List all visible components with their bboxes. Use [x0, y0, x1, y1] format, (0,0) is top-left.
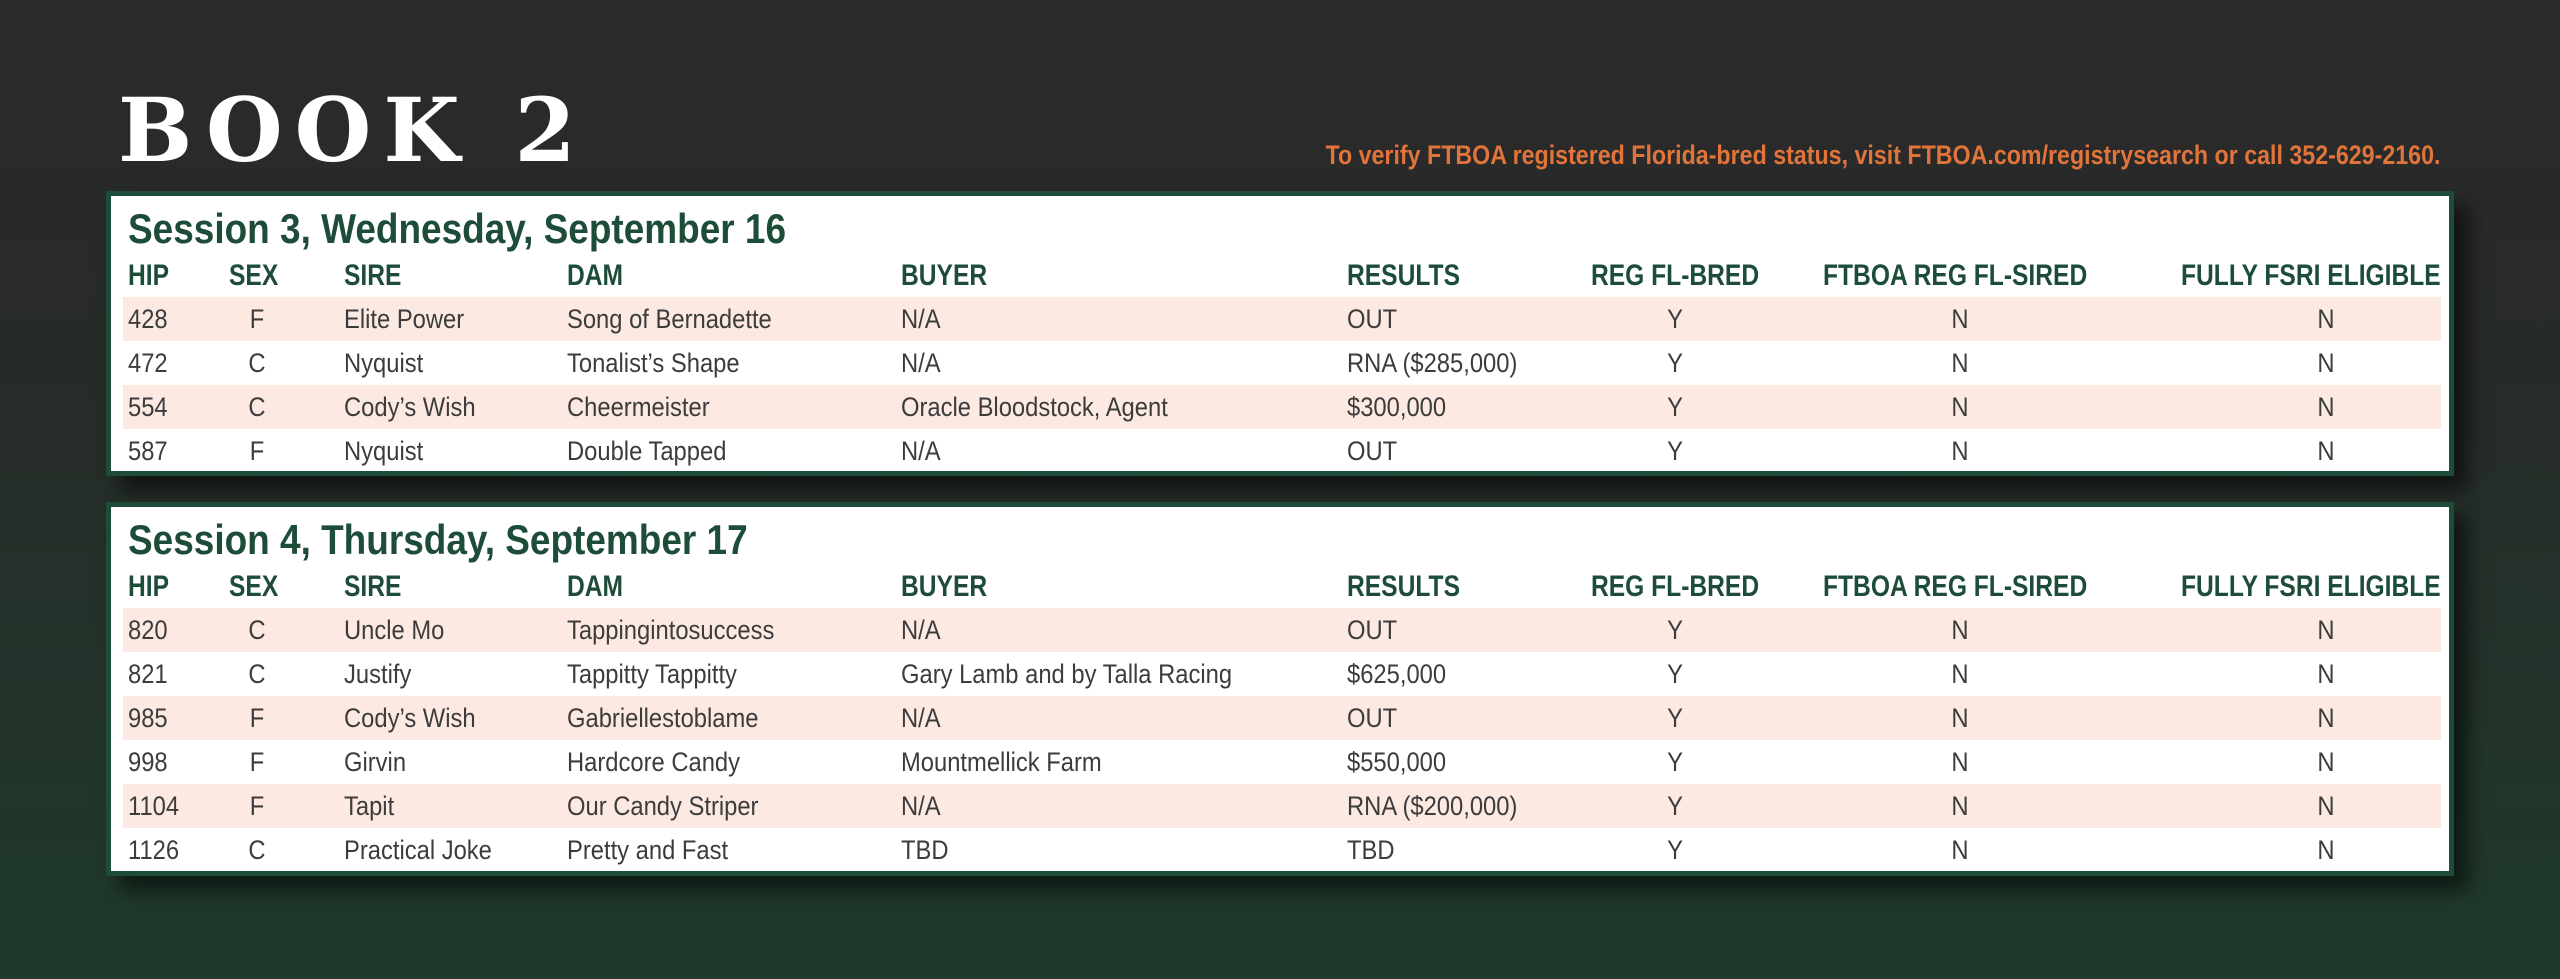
cell-sex: C	[248, 835, 266, 865]
cell-buyer: N/A	[901, 436, 941, 466]
cell-dam: Pretty and Fast	[567, 835, 729, 865]
cell-reg-fl-bred: Y	[1667, 348, 1683, 378]
cell-buyer: N/A	[901, 703, 941, 733]
cell-sex: C	[248, 392, 266, 422]
table-row	[123, 608, 2441, 652]
cell-ftboa-reg-fl-sired: N	[1951, 747, 1969, 777]
cell-buyer: N/A	[901, 304, 941, 334]
cell-hip: 428	[128, 304, 168, 334]
cell-ftboa-reg-fl-sired: N	[1951, 436, 1969, 466]
cell-buyer: TBD	[901, 835, 949, 865]
cell-hip: 985	[128, 703, 168, 733]
cell-hip: 554	[128, 392, 168, 422]
table-row	[123, 341, 2441, 385]
cell-reg-fl-bred: Y	[1667, 392, 1683, 422]
cell-sire: Cody’s Wish	[344, 392, 476, 422]
cell-dam: Tappitty Tappitty	[567, 659, 737, 689]
cell-results: $300,000	[1347, 392, 1447, 422]
column-header-results: RESULTS	[1347, 259, 1460, 292]
column-header-fully-fsri-eligible: FULLY FSRI ELIGIBLE	[2181, 259, 2441, 292]
cell-results: RNA ($200,000)	[1347, 791, 1518, 821]
cell-reg-fl-bred: Y	[1667, 436, 1683, 466]
session-panel	[106, 502, 2454, 876]
cell-fully-fsri-eligible: N	[2317, 747, 2335, 777]
cell-ftboa-reg-fl-sired: N	[1951, 615, 1969, 645]
column-header-buyer: BUYER	[901, 259, 988, 292]
column-header-buyer: BUYER	[901, 570, 988, 603]
cell-dam: Song of Bernadette	[567, 304, 772, 334]
cell-ftboa-reg-fl-sired: N	[1951, 304, 1969, 334]
column-headers	[111, 258, 2449, 294]
cell-sire: Uncle Mo	[344, 615, 445, 645]
cell-dam: Tappingintosuccess	[567, 615, 775, 645]
cell-buyer: N/A	[901, 348, 941, 378]
cell-results: TBD	[1347, 835, 1395, 865]
cell-sex: F	[249, 747, 265, 777]
cell-hip: 998	[128, 747, 168, 777]
cell-sex: C	[248, 615, 266, 645]
cell-reg-fl-bred: Y	[1667, 659, 1683, 689]
column-header-reg-fl-bred: REG FL-BRED	[1591, 259, 1760, 292]
cell-ftboa-reg-fl-sired: N	[1951, 659, 1969, 689]
session-panel	[106, 191, 2454, 476]
cell-ftboa-reg-fl-sired: N	[1951, 392, 1969, 422]
cell-dam: Cheermeister	[567, 392, 710, 422]
cell-fully-fsri-eligible: N	[2317, 615, 2335, 645]
cell-reg-fl-bred: Y	[1667, 304, 1683, 334]
cell-sex: F	[249, 703, 265, 733]
cell-sire: Nyquist	[344, 348, 424, 378]
cell-results: OUT	[1347, 436, 1398, 466]
session-title: Session 4, Thursday, September 17	[128, 516, 748, 563]
column-header-reg-fl-bred: REG FL-BRED	[1591, 570, 1760, 603]
cell-fully-fsri-eligible: N	[2317, 304, 2335, 334]
column-header-sire: SIRE	[344, 570, 402, 603]
cell-ftboa-reg-fl-sired: N	[1951, 348, 1969, 378]
cell-reg-fl-bred: Y	[1667, 835, 1683, 865]
cell-fully-fsri-eligible: N	[2317, 436, 2335, 466]
cell-hip: 1126	[128, 835, 180, 865]
cell-sire: Nyquist	[344, 436, 424, 466]
table-row	[123, 784, 2441, 828]
cell-dam: Gabriellestoblame	[567, 703, 759, 733]
cell-fully-fsri-eligible: N	[2317, 392, 2335, 422]
cell-dam: Hardcore Candy	[567, 747, 741, 777]
cell-results: $625,000	[1347, 659, 1447, 689]
table-row	[123, 429, 2441, 473]
column-header-dam: DAM	[567, 570, 624, 603]
table-row	[123, 696, 2441, 740]
column-header-sex: SEX	[229, 570, 279, 603]
verify-note: To verify FTBOA registered Florida-bred status, visit FTBOA.com/registrysearch or call 352-629-2160.	[1325, 140, 2440, 170]
cell-fully-fsri-eligible: N	[2317, 835, 2335, 865]
column-header-fully-fsri-eligible: FULLY FSRI ELIGIBLE	[2181, 570, 2441, 603]
session-title: Session 3, Wednesday, September 16	[128, 205, 787, 252]
table-row	[123, 385, 2441, 429]
column-header-hip: HIP	[128, 259, 170, 292]
column-header-ftboa-reg-fl-sired: FTBOA REG FL-SIRED	[1823, 259, 2088, 292]
column-header-sex: SEX	[229, 259, 279, 292]
column-header-hip: HIP	[128, 570, 170, 603]
cell-sex: F	[249, 791, 265, 821]
cell-buyer: Gary Lamb and by Talla Racing	[901, 659, 1233, 689]
cell-sire: Elite Power	[344, 304, 465, 334]
table-row	[123, 297, 2441, 341]
cell-sire: Justify	[344, 659, 412, 689]
table-rows	[123, 608, 2441, 872]
table-row	[123, 652, 2441, 696]
cell-sex: F	[249, 436, 265, 466]
cell-results: RNA ($285,000)	[1347, 348, 1518, 378]
cell-ftboa-reg-fl-sired: N	[1951, 703, 1969, 733]
cell-sire: Tapit	[344, 791, 395, 821]
cell-fully-fsri-eligible: N	[2317, 659, 2335, 689]
cell-reg-fl-bred: Y	[1667, 747, 1683, 777]
cell-results: OUT	[1347, 304, 1398, 334]
table-row	[123, 740, 2441, 784]
cell-hip: 821	[128, 659, 168, 689]
cell-buyer: Mountmellick Farm	[901, 747, 1102, 777]
cell-sex: C	[248, 659, 266, 689]
table-rows	[123, 297, 2441, 473]
column-header-ftboa-reg-fl-sired: FTBOA REG FL-SIRED	[1823, 570, 2088, 603]
cell-hip: 472	[128, 348, 168, 378]
cell-reg-fl-bred: Y	[1667, 791, 1683, 821]
cell-dam: Tonalist’s Shape	[567, 348, 740, 378]
cell-dam: Double Tapped	[567, 436, 727, 466]
book-title: BOOK 2	[118, 78, 588, 182]
cell-sire: Practical Joke	[344, 835, 492, 865]
cell-fully-fsri-eligible: N	[2317, 791, 2335, 821]
cell-sex: F	[249, 304, 265, 334]
cell-reg-fl-bred: Y	[1667, 703, 1683, 733]
cell-ftboa-reg-fl-sired: N	[1951, 835, 1969, 865]
cell-sex: C	[248, 348, 266, 378]
cell-dam: Our Candy Striper	[567, 791, 759, 821]
column-headers	[111, 569, 2449, 605]
cell-sire: Cody’s Wish	[344, 703, 476, 733]
cell-hip: 820	[128, 615, 168, 645]
cell-results: OUT	[1347, 703, 1398, 733]
column-header-dam: DAM	[567, 259, 624, 292]
cell-fully-fsri-eligible: N	[2317, 348, 2335, 378]
cell-fully-fsri-eligible: N	[2317, 703, 2335, 733]
cell-hip: 587	[128, 436, 168, 466]
table-row	[123, 828, 2441, 872]
cell-sire: Girvin	[344, 747, 407, 777]
cell-hip: 1104	[128, 791, 180, 821]
cell-buyer: N/A	[901, 791, 941, 821]
cell-results: $550,000	[1347, 747, 1447, 777]
cell-results: OUT	[1347, 615, 1398, 645]
cell-buyer: N/A	[901, 615, 941, 645]
cell-ftboa-reg-fl-sired: N	[1951, 791, 1969, 821]
column-header-sire: SIRE	[344, 259, 402, 292]
column-header-results: RESULTS	[1347, 570, 1460, 603]
cell-reg-fl-bred: Y	[1667, 615, 1683, 645]
cell-buyer: Oracle Bloodstock, Agent	[901, 392, 1168, 422]
